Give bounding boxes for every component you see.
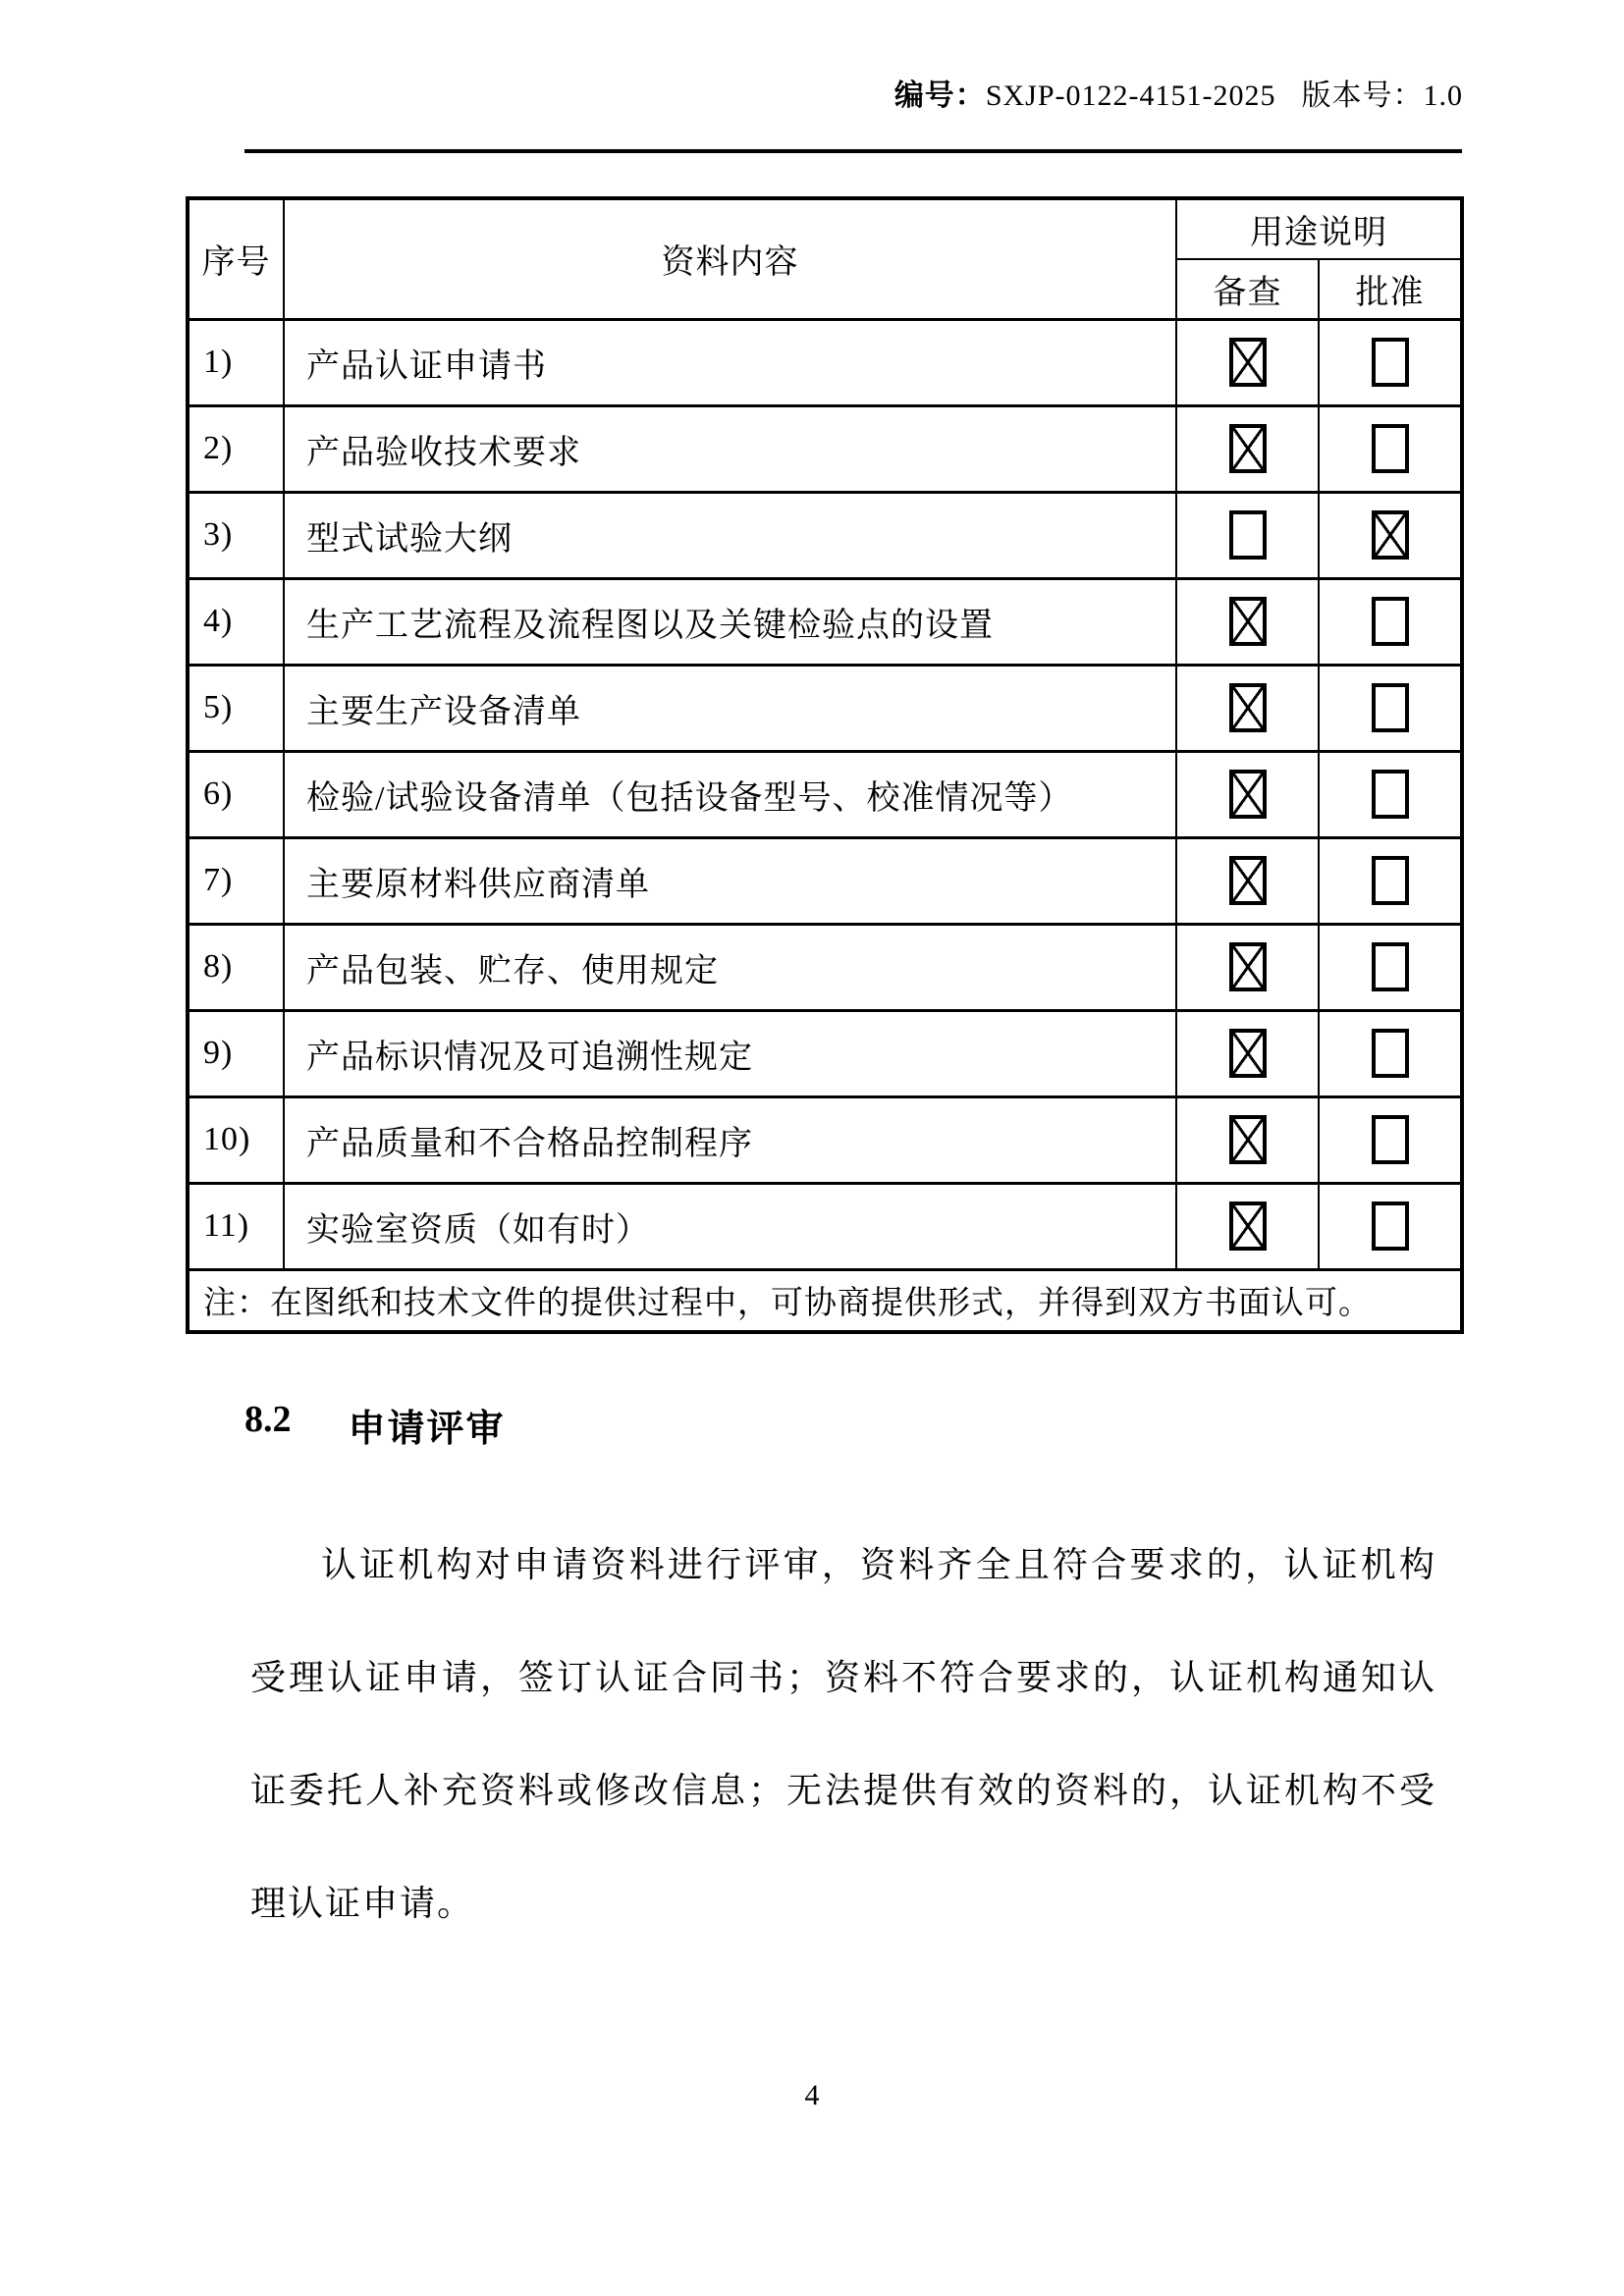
checkbox-for-record bbox=[1229, 510, 1267, 560]
table-row bbox=[188, 1010, 1462, 1096]
section-number: 8.2 bbox=[244, 1399, 292, 1440]
document-number-line bbox=[894, 71, 1463, 114]
checkbox-for-record bbox=[1229, 856, 1267, 905]
checkbox-for-record bbox=[1229, 683, 1267, 732]
row-content: 产品验收技术要求 bbox=[284, 405, 1176, 492]
checkbox-for-approval bbox=[1372, 1029, 1409, 1078]
table-header-row bbox=[188, 198, 1462, 259]
header-cell-no: 序号 bbox=[188, 198, 284, 319]
row-number: 5) bbox=[188, 665, 284, 751]
table-row bbox=[188, 492, 1462, 578]
checkbox-for-approval bbox=[1372, 683, 1409, 732]
row-number: 3) bbox=[188, 492, 284, 578]
section-title: 申请评审 bbox=[348, 1409, 506, 1450]
row-number: 8) bbox=[188, 924, 284, 1010]
table-row bbox=[188, 837, 1462, 924]
row-number: 4) bbox=[188, 578, 284, 665]
header-cell-content: 资料内容 bbox=[284, 198, 1176, 319]
header-cell-usage: 用途说明 bbox=[1176, 198, 1462, 259]
checkbox-for-approval bbox=[1372, 770, 1409, 819]
doc-number-value: SXJP-0122-4151-2025 bbox=[985, 80, 1276, 112]
checkbox-for-record bbox=[1229, 942, 1267, 991]
row-number: 11) bbox=[188, 1183, 284, 1269]
checkbox-for-record bbox=[1229, 1029, 1267, 1078]
row-content: 主要原材料供应商清单 bbox=[284, 837, 1176, 924]
row-content: 产品包装、贮存、使用规定 bbox=[284, 924, 1176, 1010]
row-content: 检验/试验设备清单（包括设备型号、校准情况等） bbox=[284, 751, 1176, 837]
row-content: 产品质量和不合格品控制程序 bbox=[284, 1096, 1176, 1183]
table-row bbox=[188, 1183, 1462, 1269]
row-content: 生产工艺流程及流程图以及关键检验点的设置 bbox=[284, 578, 1176, 665]
table-row bbox=[188, 751, 1462, 837]
page-number: 4 bbox=[804, 2079, 820, 2111]
row-number: 6) bbox=[188, 751, 284, 837]
checkbox-for-approval bbox=[1372, 856, 1409, 905]
checkbox-for-record bbox=[1229, 338, 1267, 387]
row-number: 2) bbox=[188, 405, 284, 492]
row-content: 产品标识情况及可追溯性规定 bbox=[284, 1010, 1176, 1096]
checkbox-for-approval bbox=[1372, 942, 1409, 991]
doc-number-label: 编号： bbox=[893, 80, 986, 112]
checkbox-for-record bbox=[1229, 1201, 1267, 1251]
row-number: 10) bbox=[188, 1096, 284, 1183]
version-label: 版本号： bbox=[1301, 80, 1424, 112]
header-cell-approve: 批准 bbox=[1319, 259, 1462, 319]
checkbox-for-approval bbox=[1372, 1201, 1409, 1251]
checkbox-for-record bbox=[1229, 770, 1267, 819]
row-content: 型式试验大纲 bbox=[284, 492, 1176, 578]
checkbox-for-record bbox=[1229, 1115, 1267, 1164]
materials-table bbox=[186, 196, 1464, 1334]
table-row bbox=[188, 665, 1462, 751]
row-content: 产品认证申请书 bbox=[284, 319, 1176, 405]
row-number: 1) bbox=[188, 319, 284, 405]
table-row bbox=[188, 319, 1462, 405]
table-note-row bbox=[188, 1269, 1462, 1332]
checkbox-for-approval bbox=[1372, 597, 1409, 646]
body-paragraph: 认证机构对申请资料进行评审，资料齐全且符合要求的，认证机构受理认证申请，签订认证合同书；资料不符合要求的，认证机构通知认证委托人补充资料或修改信息；无法提供有效的资料的，认证机构不受理认证申请。 bbox=[250, 1545, 1436, 1923]
checkbox-for-approval bbox=[1372, 424, 1409, 473]
table-row bbox=[188, 405, 1462, 492]
row-content: 实验室资质（如有时） bbox=[284, 1183, 1176, 1269]
checkbox-for-approval bbox=[1372, 1115, 1409, 1164]
table-note: 注：在图纸和技术文件的提供过程中，可协商提供形式，并得到双方书面认可。 bbox=[188, 1269, 1462, 1332]
table-row bbox=[188, 924, 1462, 1010]
header-rule bbox=[244, 149, 1462, 153]
row-number: 9) bbox=[188, 1010, 284, 1096]
row-number: 7) bbox=[188, 837, 284, 924]
checkbox-for-approval bbox=[1372, 510, 1409, 560]
version-value: 1.0 bbox=[1423, 80, 1463, 112]
checkbox-for-approval bbox=[1372, 338, 1409, 387]
table-row bbox=[188, 578, 1462, 665]
header-cell-record: 备查 bbox=[1176, 259, 1319, 319]
row-content: 主要生产设备清单 bbox=[284, 665, 1176, 751]
section-heading bbox=[244, 1398, 506, 1452]
checkbox-for-record bbox=[1229, 597, 1267, 646]
checkbox-for-record bbox=[1229, 424, 1267, 473]
table-row bbox=[188, 1096, 1462, 1183]
